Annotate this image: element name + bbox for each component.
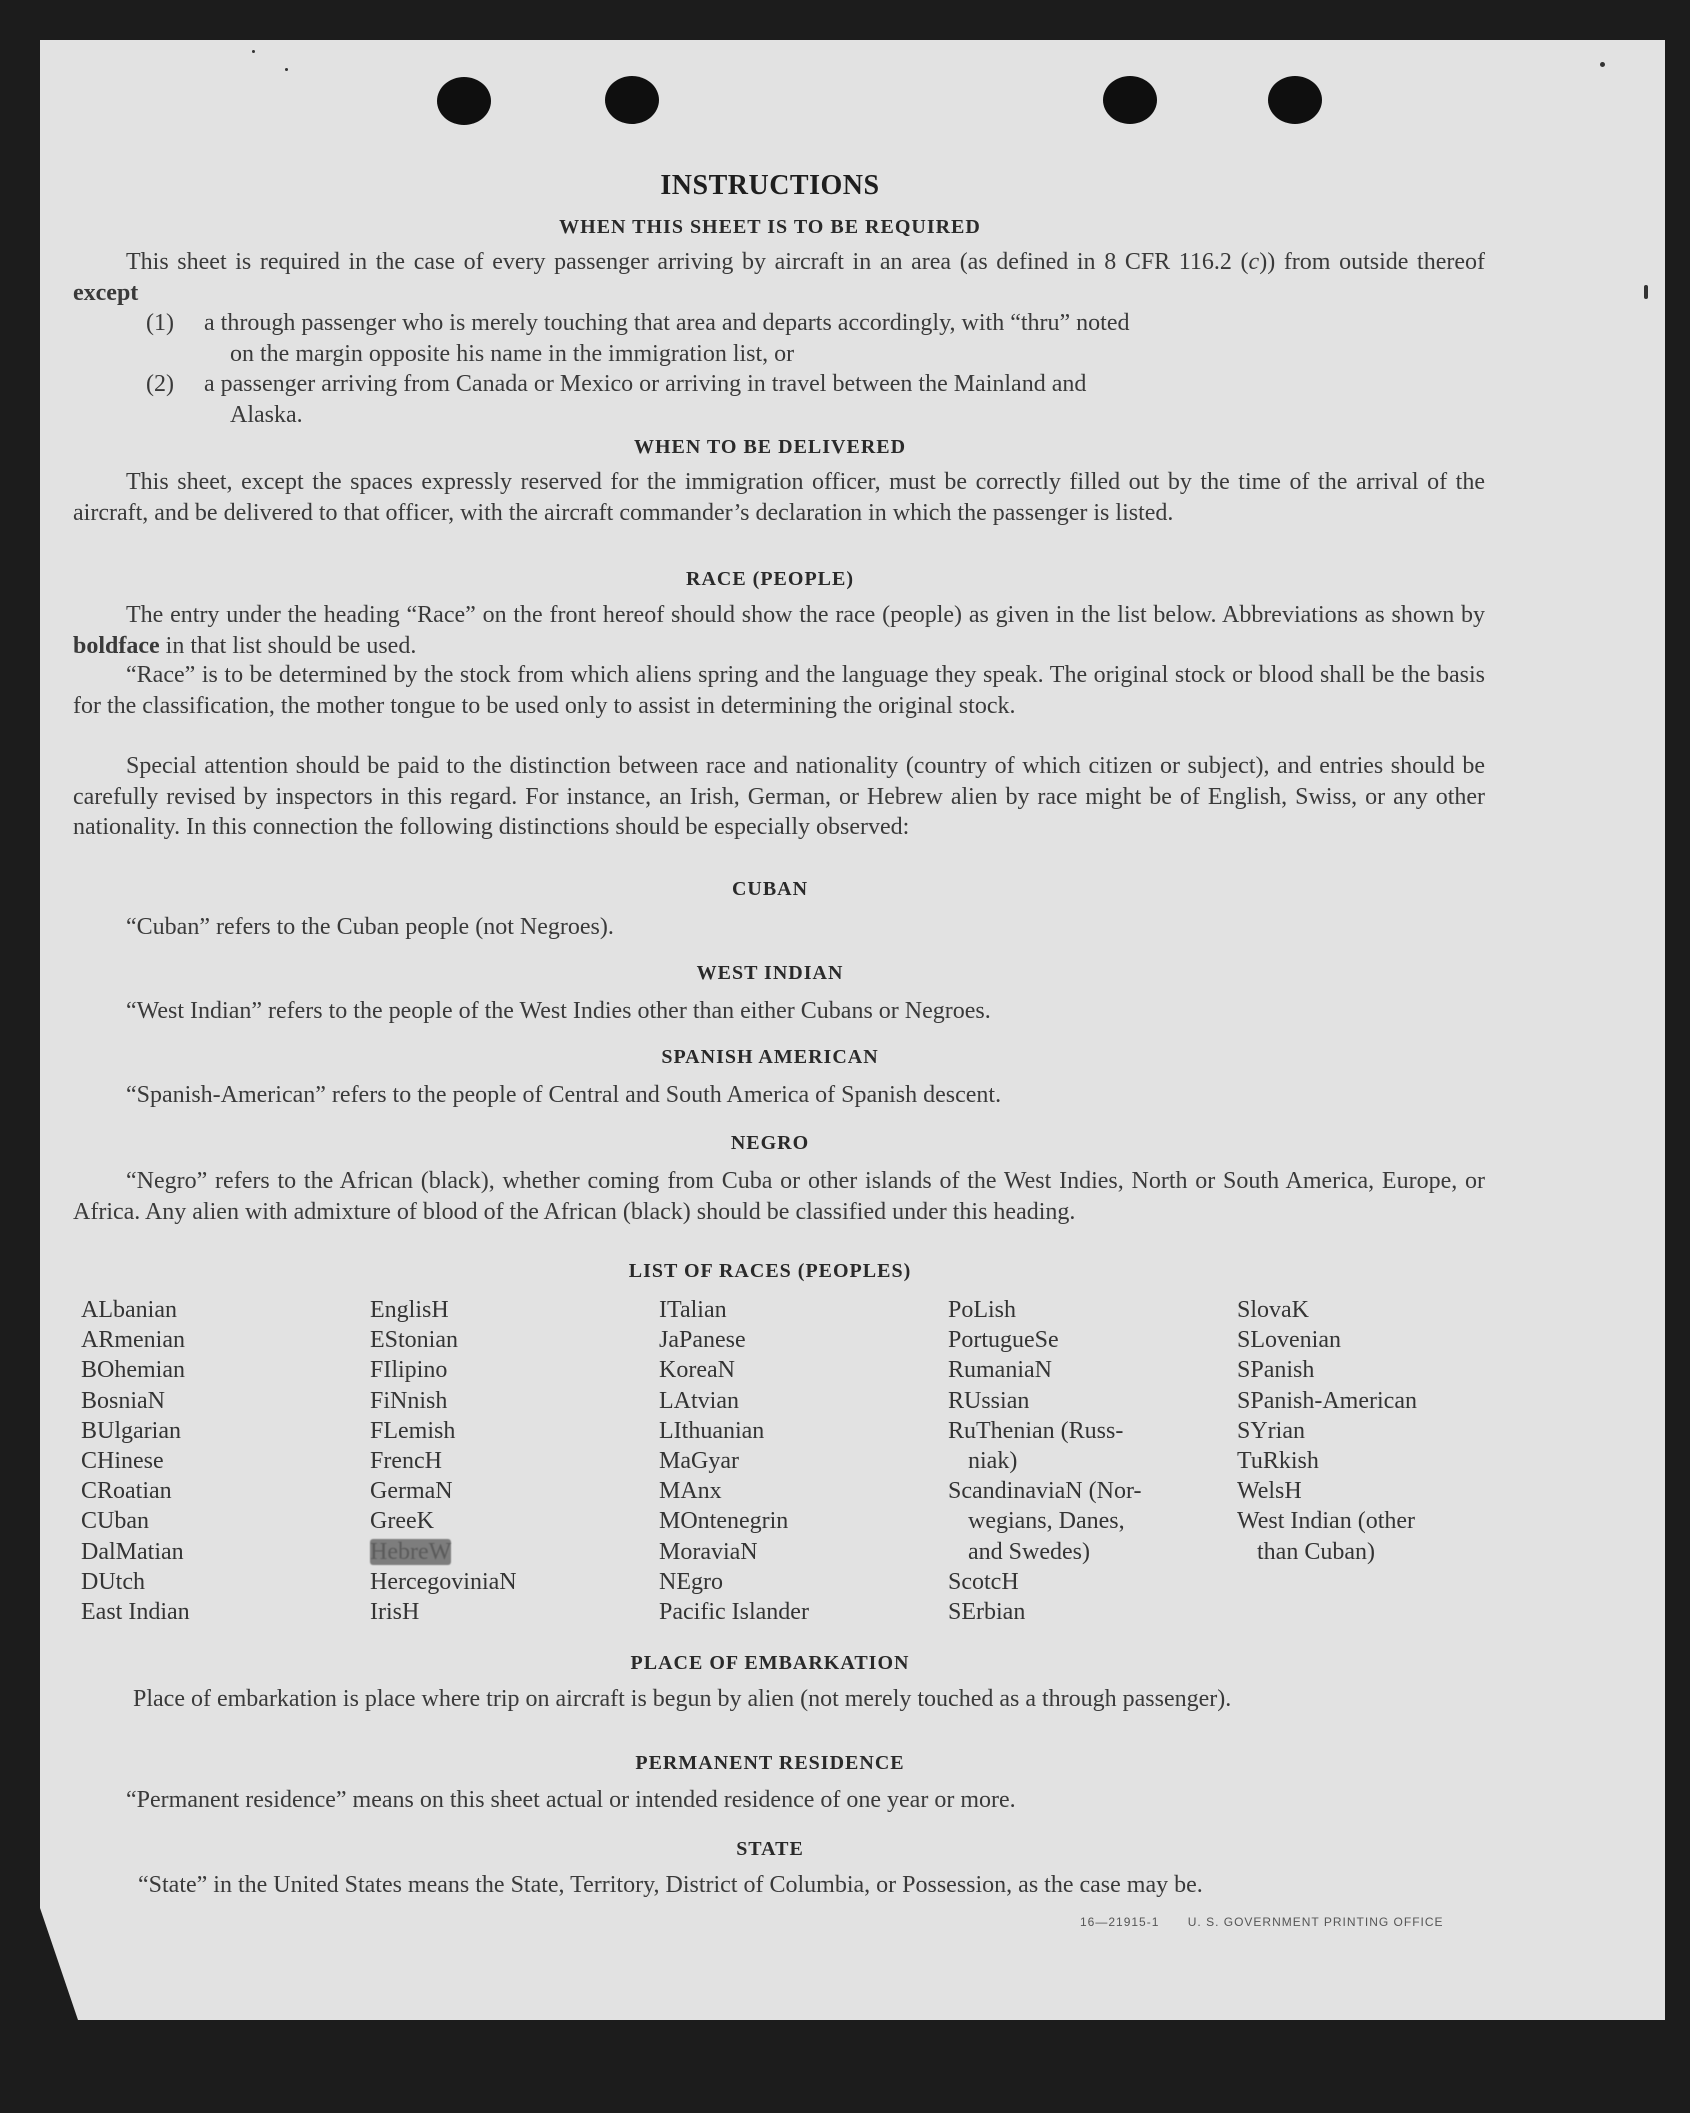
race-entry: West Indian (other bbox=[1237, 1508, 1416, 1535]
race-entry: KoreaN bbox=[659, 1357, 735, 1384]
race-entry: DUtch bbox=[81, 1568, 145, 1595]
residence-text: “Permanent residence” means on this sheet actual or intended residence of one year or more. bbox=[126, 1787, 1016, 1813]
race-entry: CHinese bbox=[81, 1448, 164, 1475]
printer-name: U. S. GOVERNMENT PRINTING OFFICE bbox=[1187, 1915, 1444, 1929]
races-column-2 bbox=[370, 1295, 517, 1627]
race-entry: RumaniaN bbox=[948, 1357, 1052, 1384]
required-exception-2 bbox=[146, 369, 1486, 430]
required-exception-1 bbox=[146, 308, 1486, 369]
race-entry-continued: and Swedes) bbox=[968, 1538, 1090, 1565]
race-entry: PoLish bbox=[948, 1297, 1017, 1323]
heading-state: STATE bbox=[736, 1838, 804, 1860]
race-entry: MoraviaN bbox=[659, 1538, 758, 1565]
item-text-continued: on the margin opposite his name in the immigration list, or bbox=[230, 340, 795, 367]
race-entry: ALbanian bbox=[81, 1297, 177, 1323]
punch-hole bbox=[437, 77, 491, 125]
race-entry: MOntenegrin bbox=[659, 1508, 789, 1535]
heading-race: RACE (PEOPLE) bbox=[686, 568, 854, 590]
race-entry: IrisH bbox=[370, 1599, 420, 1626]
race-entry: FLemish bbox=[370, 1417, 456, 1444]
race-entry: BosniaN bbox=[81, 1387, 165, 1414]
item-text-continued: Alaska. bbox=[230, 401, 303, 428]
race-entry: FIlipino bbox=[370, 1357, 448, 1384]
race-entry: SPanish bbox=[1237, 1357, 1315, 1384]
item-text: a through passenger who is merely touching that area and departs accordingly, with “thru” noted bbox=[204, 310, 1130, 336]
races-column-3 bbox=[659, 1295, 809, 1627]
race-entry: GreeK bbox=[370, 1508, 434, 1535]
item-text: a passenger arriving from Canada or Mexico or arriving in travel between the Mainland and bbox=[204, 371, 1087, 397]
race-entry: BOhemian bbox=[81, 1357, 185, 1384]
race-entry: SlovaK bbox=[1237, 1297, 1309, 1323]
delivered-text: This sheet, except the spaces expressly reserved for the immigration officer, must be correctly filled out by the time of the arrival of the aircraft, and be delivered to that officer, with the aircraft commander’s declaration in which the passenger is listed. bbox=[73, 469, 1485, 526]
race-entry: DalMatian bbox=[81, 1538, 184, 1565]
race-entry: SLovenian bbox=[1237, 1327, 1341, 1354]
negro-text: “Negro” refers to the African (black), whether coming from Cuba or other islands of the West Indies, North or South America, Europe, or Africa. Any alien with admixture of blood of the African (black) should be classified under this heading. bbox=[73, 1168, 1485, 1225]
race-entry: Pacific Islander bbox=[659, 1599, 809, 1626]
races-column-1 bbox=[81, 1295, 190, 1627]
race-entry: GermaN bbox=[370, 1478, 453, 1505]
race-entry: HercegoviniaN bbox=[370, 1568, 517, 1595]
race-entry-continued: wegians, Danes, bbox=[968, 1508, 1125, 1535]
heading-embarkation: PLACE OF EMBARKATION bbox=[630, 1652, 910, 1674]
race-entry: CUban bbox=[81, 1508, 149, 1535]
punch-hole bbox=[1268, 76, 1322, 124]
heading-required: WHEN THIS SHEET IS TO BE REQUIRED bbox=[559, 216, 981, 238]
embarkation-text: Place of embarkation is place where trip on aircraft is begun by alien (not merely touched as a through passenger). bbox=[133, 1686, 1232, 1712]
race-entry: SPanish-American bbox=[1237, 1387, 1417, 1414]
races-column-5 bbox=[1237, 1295, 1417, 1567]
race-entry: RuThenian (Russ- bbox=[948, 1417, 1124, 1444]
race-entry: SErbian bbox=[948, 1599, 1026, 1626]
race-entry: EnglisH bbox=[370, 1297, 449, 1323]
paper-speck bbox=[285, 68, 288, 71]
heading-spanish-american: SPANISH AMERICAN bbox=[661, 1046, 879, 1068]
race-entry-continued: than Cuban) bbox=[1257, 1538, 1375, 1565]
race-entry: WelsH bbox=[1237, 1478, 1302, 1505]
punch-hole bbox=[1103, 76, 1157, 124]
heading-residence: PERMANENT RESIDENCE bbox=[635, 1752, 905, 1774]
race-entry: BUlgarian bbox=[81, 1417, 181, 1444]
heading-negro: NEGRO bbox=[730, 1132, 810, 1154]
race-entry-continued: niak) bbox=[968, 1448, 1018, 1475]
race-entry: ScotcH bbox=[948, 1568, 1019, 1595]
race-entry: ITalian bbox=[659, 1297, 727, 1323]
race-entry-smudged bbox=[370, 1537, 517, 1567]
race-entry: NEgro bbox=[659, 1568, 723, 1595]
race-entry: LIthuanian bbox=[659, 1417, 765, 1444]
race-entry: TuRkish bbox=[1237, 1448, 1319, 1475]
heading-races-list: LIST OF RACES (PEOPLES) bbox=[628, 1260, 912, 1282]
race-paragraph-2: “Race” is to be determined by the stock from which aliens spring and the language they speak. The original stock or blood shall be the basis for the classification, the mother tongue to be used only to assist in determining the original stock. bbox=[73, 662, 1485, 719]
race-entry: FiNnish bbox=[370, 1387, 448, 1414]
race-entry: CRoatian bbox=[81, 1478, 172, 1505]
paper-speck bbox=[252, 50, 255, 53]
heading-cuban: CUBAN bbox=[731, 878, 809, 900]
state-text: “State” in the United States means the State, Territory, District of Columbia, or Possession, as the case may be. bbox=[138, 1872, 1203, 1898]
page-title: INSTRUCTIONS bbox=[660, 170, 880, 201]
heading-delivered: WHEN TO BE DELIVERED bbox=[633, 436, 907, 458]
item-number: (2) bbox=[146, 371, 174, 397]
west-indian-text: “West Indian” refers to the people of the West Indies other than either Cubans or Negroes. bbox=[126, 998, 991, 1024]
race-entry: MAnx bbox=[659, 1478, 722, 1505]
race-entry: RUssian bbox=[948, 1387, 1030, 1414]
races-column-4 bbox=[948, 1295, 1141, 1627]
race-entry: MaGyar bbox=[659, 1448, 739, 1475]
required-intro: This sheet is required in the case of every passenger arriving by aircraft in an area (as defined in 8 CFR 116.2 (c)) from outside thereof except bbox=[73, 249, 1486, 306]
race-paragraph-3: Special attention should be paid to the distinction between race and nationality (country of which citizen or subject), and entries should be carefully revised by inspectors in this regard. For instance, an Irish, German, or Hebrew alien by race might be of English, Swiss, or any other nationality. In this connection the following distinctions should be especially observed: bbox=[73, 753, 1485, 840]
race-entry: PortugueSe bbox=[948, 1327, 1059, 1354]
race-entry: FrencH bbox=[370, 1448, 442, 1475]
race-entry: EStonian bbox=[370, 1327, 458, 1354]
punch-hole bbox=[605, 76, 659, 124]
race-entry: JaPanese bbox=[659, 1327, 746, 1354]
race-entry: SYrian bbox=[1237, 1417, 1305, 1444]
form-number: 16—21915-1 bbox=[1080, 1915, 1160, 1929]
smudged-text: HebreW bbox=[370, 1538, 452, 1565]
race-entry: LAtvian bbox=[659, 1387, 739, 1414]
cuban-text: “Cuban” refers to the Cuban people (not Negroes). bbox=[126, 914, 614, 940]
spanish-american-text: “Spanish-American” refers to the people of Central and South America of Spanish descent. bbox=[126, 1082, 1002, 1108]
race-entry: ScandinaviaN (Nor- bbox=[948, 1478, 1142, 1505]
paper-speck bbox=[1600, 62, 1605, 67]
print-imprint bbox=[1080, 1915, 1468, 1929]
item-number: (1) bbox=[146, 310, 174, 336]
race-entry: ARmenian bbox=[81, 1327, 185, 1354]
heading-west-indian: WEST INDIAN bbox=[696, 962, 844, 984]
race-entry: East Indian bbox=[81, 1599, 190, 1626]
race-paragraph-1: The entry under the heading “Race” on the front hereof should show the race (people) as given in the list below. Abbreviations as shown by boldface in that list should be used. bbox=[73, 602, 1485, 659]
paper-speck bbox=[1644, 285, 1648, 299]
